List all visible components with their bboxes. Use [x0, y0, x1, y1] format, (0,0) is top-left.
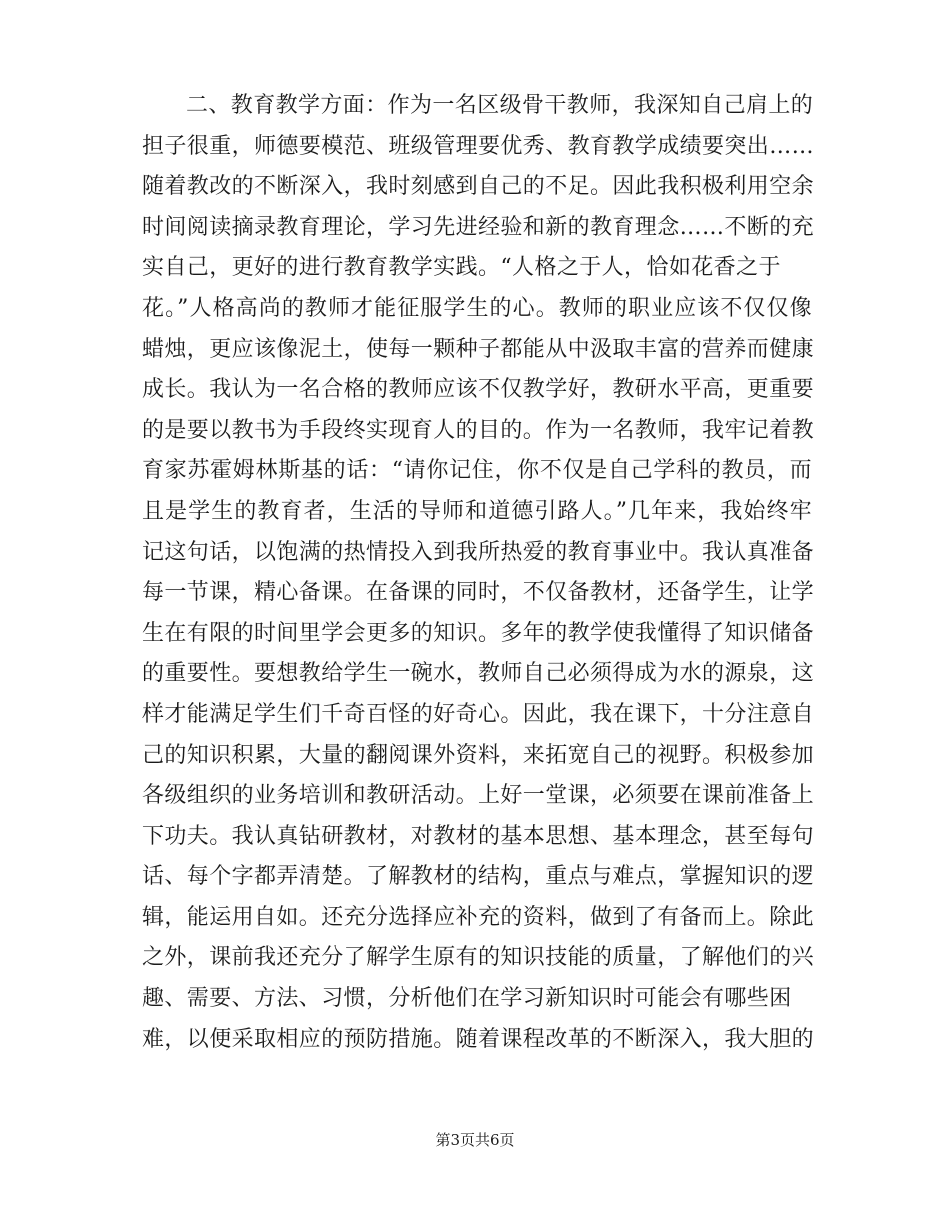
text-line: 辑，能运用自如。还充分选择应补充的资料，做到了有备而上。除此	[142, 904, 815, 930]
text-line: 每一节课，精心备课。在备课的同时，不仅备教材，还备学生，让学	[142, 580, 815, 606]
text-line: 之外，课前我还充分了解学生原有的知识技能的质量，了解他们的兴	[142, 945, 815, 971]
text-line: 的是要以教书为手段终实现育人的目的。作为一名教师，我牢记着教	[142, 417, 815, 443]
text-line: 时间阅读摘录教育理论，学习先进经验和新的教育理念……不断的充	[142, 214, 815, 240]
text-line: 难，以便采取相应的预防措施。随着课程改革的不断深入，我大胆的	[142, 1026, 815, 1052]
text-line: 随着教改的不断深入，我时刻感到自己的不足。因此我积极利用空余	[142, 174, 815, 200]
text-line: 下功夫。我认真钻研教材，对教材的基本思想、基本理念，甚至每句	[142, 823, 815, 849]
text-line: 育家苏霍姆林斯基的话：“请你记住，你不仅是自己学科的教员，而	[142, 458, 812, 484]
text-line: 各级组织的业务培训和教研活动。上好一堂课，必须要在课前准备上	[142, 783, 815, 809]
text-line: 担子很重，师德要模范、班级管理要优秀、教育教学成绩要突出……	[142, 133, 815, 159]
text-line: 的重要性。要想教给学生一碗水，教师自己必须得成为水的源泉，这	[142, 661, 815, 687]
text-line: 趣、需要、方法、习惯，分析他们在学习新知识时可能会有哪些困	[142, 986, 792, 1012]
text-line: 话、每个字都弄清楚。了解教材的结构，重点与难点，掌握知识的逻	[142, 864, 815, 890]
text-line: 二、教育教学方面：作为一名区级骨干教师，我深知自己肩上的	[186, 93, 814, 118]
text-line: 样才能满足学生们千奇百怪的好奇心。因此，我在课下，十分注意自	[142, 701, 815, 727]
text-line: 实自己，更好的进行教育教学实践。“人格之于人，恰如花香之于	[142, 255, 781, 281]
text-line: 蜡烛，更应该像泥土，使每一颗种子都能从中汲取丰富的营养而健康	[142, 336, 815, 362]
text-line: 成长。我认为一名合格的教师应该不仅教学好，教研水平高，更重要	[142, 377, 815, 403]
text-line: 生在有限的时间里学会更多的知识。多年的教学使我懂得了知识储备	[142, 620, 815, 646]
body-paragraph	[142, 86, 815, 1060]
text-line: 且是学生的教育者，生活的导师和道德引路人。”几年来，我始终牢	[142, 498, 812, 524]
text-line: 记这句话，以饱满的热情投入到我所热爱的教育事业中。我认真准备	[142, 539, 815, 565]
text-line: 花。”人格高尚的教师才能征服学生的心。教师的职业应该不仅仅像	[142, 295, 812, 321]
page-number-footer: 第3页共6页	[435, 1131, 515, 1149]
text-line: 己的知识积累，大量的翻阅课外资料，来拓宽自己的视野。积极参加	[142, 742, 815, 768]
